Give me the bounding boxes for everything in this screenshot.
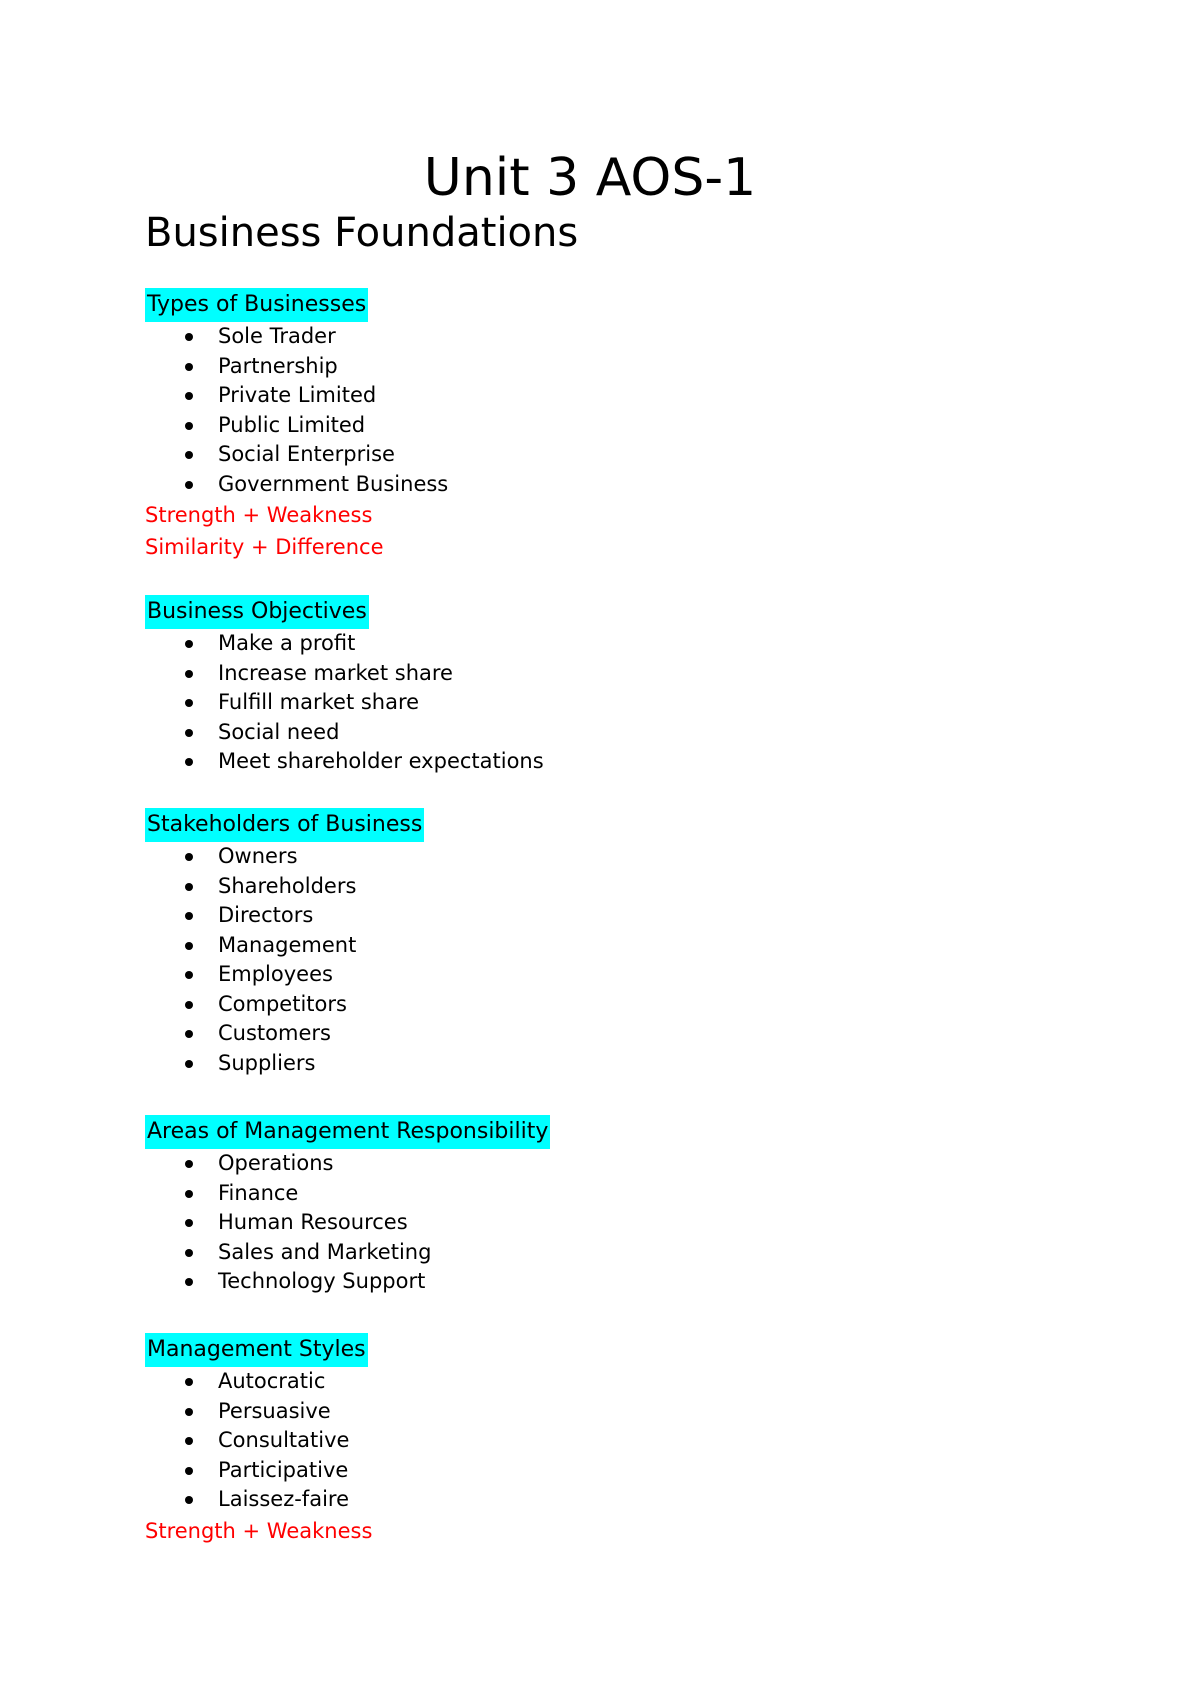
list-item-label: Public Limited — [218, 412, 366, 437]
bullet-icon — [185, 699, 193, 707]
list-item — [145, 842, 1045, 872]
bullet-icon — [185, 942, 193, 950]
section-heading: Stakeholders of Business — [145, 808, 424, 842]
list-item — [145, 1179, 1045, 1209]
list-item-label: Social need — [218, 719, 340, 744]
bullet-icon — [185, 1496, 193, 1504]
list-item — [145, 381, 1045, 411]
list-item-label: Increase market share — [218, 660, 453, 685]
list-item-label: Autocratic — [218, 1369, 326, 1393]
bullet-icon — [185, 1160, 193, 1168]
bullet-icon — [185, 1001, 193, 1009]
bullet-list — [145, 842, 1045, 1078]
list-item-label: Partnership — [218, 353, 338, 378]
bullet-icon — [185, 1190, 193, 1198]
list-item — [145, 1238, 1045, 1268]
bullet-list — [145, 629, 1045, 777]
bullet-icon — [185, 1437, 193, 1445]
note-text: Strength + Weakness — [145, 1518, 373, 1543]
list-item-label: Laissez-faire — [218, 1487, 349, 1511]
list-item-label: Customers — [218, 1021, 331, 1045]
section-management-styles — [145, 1333, 1045, 1547]
list-item — [145, 747, 1045, 777]
bullet-icon — [185, 971, 193, 979]
list-item-label: Employees — [218, 962, 333, 986]
section-types-of-businesses — [145, 288, 1045, 563]
bullet-icon — [185, 1030, 193, 1038]
bullet-icon — [185, 640, 193, 648]
bullet-icon — [185, 1278, 193, 1286]
list-item — [145, 659, 1045, 689]
list-item-label: Sole Trader — [218, 324, 336, 348]
list-item-label: Consultative — [218, 1428, 350, 1452]
list-item — [145, 931, 1045, 961]
list-item — [145, 1267, 1045, 1297]
bullet-icon — [185, 422, 193, 430]
list-item-label: Persuasive — [218, 1398, 331, 1423]
list-item — [145, 1456, 1045, 1486]
list-item — [145, 1426, 1045, 1456]
list-item-label: Sales and Marketing — [218, 1239, 432, 1264]
list-item — [145, 1049, 1045, 1079]
list-item-label: Competitors — [218, 991, 347, 1016]
bullet-icon — [185, 670, 193, 678]
section-heading: Business Objectives — [145, 595, 369, 629]
bullet-icon — [185, 853, 193, 861]
list-item — [145, 629, 1045, 659]
document-subtitle: Business Foundations — [145, 210, 579, 256]
bullet-icon — [185, 1408, 193, 1416]
bullet-icon — [185, 758, 193, 766]
list-item-label: Social Enterprise — [218, 442, 395, 466]
bullet-icon — [185, 729, 193, 737]
bullet-icon — [185, 392, 193, 400]
bullet-icon — [185, 481, 193, 489]
list-item — [145, 1397, 1045, 1427]
list-item — [145, 352, 1045, 382]
list-item-label: Government Business — [218, 471, 449, 496]
list-item — [145, 1149, 1045, 1179]
list-item — [145, 990, 1045, 1020]
list-item — [145, 688, 1045, 718]
bullet-icon — [185, 883, 193, 891]
list-item-label: Finance — [218, 1180, 299, 1205]
section-management-responsibility — [145, 1115, 1045, 1297]
section-stakeholders — [145, 808, 1045, 1078]
list-item-label: Operations — [218, 1151, 334, 1175]
list-item — [145, 1019, 1045, 1049]
list-item — [145, 960, 1045, 990]
list-item-label: Suppliers — [218, 1050, 316, 1075]
list-item — [145, 411, 1045, 441]
note-text: Strength + Weakness — [145, 503, 373, 527]
list-item — [145, 718, 1045, 748]
bullet-list — [145, 1149, 1045, 1297]
list-item — [145, 470, 1045, 500]
bullet-icon — [185, 363, 193, 371]
bullet-icon — [185, 451, 193, 459]
bullet-icon — [185, 1467, 193, 1475]
section-business-objectives — [145, 595, 1045, 777]
list-item — [145, 1208, 1045, 1238]
section-heading: Areas of Management Responsibility — [145, 1115, 550, 1149]
bullet-icon — [185, 912, 193, 920]
document-title: Unit 3 AOS-1 — [423, 148, 757, 208]
list-item-label: Directors — [218, 903, 314, 927]
list-item — [145, 440, 1045, 470]
bullet-icon — [185, 333, 193, 341]
list-item — [145, 1367, 1045, 1397]
list-item-label: Owners — [218, 844, 298, 868]
list-item — [145, 1485, 1045, 1515]
bullet-icon — [185, 1060, 193, 1068]
section-heading: Management Styles — [145, 1333, 368, 1367]
bullet-list — [145, 1367, 1045, 1515]
list-item-label: Management — [218, 932, 357, 957]
list-item-label: Make a profit — [218, 631, 356, 655]
list-item — [145, 872, 1045, 902]
list-item-label: Participative — [218, 1457, 349, 1482]
list-item — [145, 322, 1045, 352]
list-item — [145, 901, 1045, 931]
bullet-icon — [185, 1219, 193, 1227]
list-item-label: Technology Support — [218, 1269, 426, 1293]
list-item-label: Human Resources — [218, 1210, 408, 1234]
bullet-icon — [185, 1249, 193, 1257]
list-item-label: Shareholders — [218, 873, 357, 898]
section-heading: Types of Businesses — [145, 288, 368, 322]
bullet-icon — [185, 1378, 193, 1386]
list-item-label: Fulfill market share — [218, 690, 420, 714]
bullet-list — [145, 322, 1045, 499]
note-text: Similarity + Difference — [145, 535, 384, 559]
list-item-label: Meet shareholder expectations — [218, 749, 544, 773]
list-item-label: Private Limited — [218, 383, 377, 407]
